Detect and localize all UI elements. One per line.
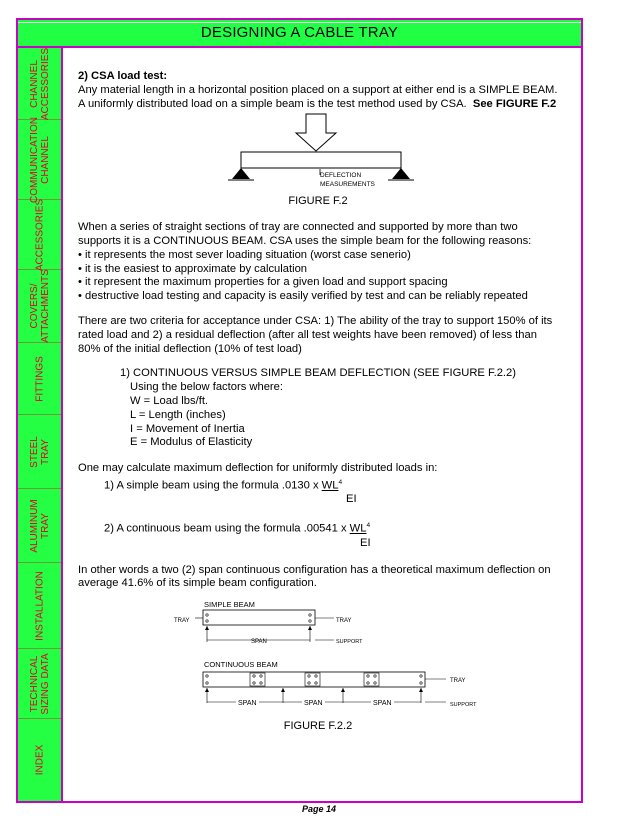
page-title: DESIGNING A CABLE TRAY — [200, 24, 399, 41]
figure-f2-caption: FIGURE F.2 — [288, 195, 348, 208]
simple-formula: 1) A simple beam using the formula .0130 x $WL^4$ — [104, 478, 343, 492]
tab-label: INSTALLATION — [34, 570, 45, 641]
bullet-item: • it represents the most sever loading situation (worst case senerio) — [78, 248, 411, 261]
csa-paragraph: Any material length in a horizontal position placed on a support at either end is a SIMPLE BEAM. A uniformly distributed load on a simple beam is the test method used by CSA. See FIGURE F.2 — [78, 83, 558, 110]
factor-item: L = Length (inches) — [130, 408, 226, 421]
span-label-3: SPAN — [371, 697, 394, 711]
criteria-paragraph: There are two criteria for acceptance under CSA: 1) The ability of the tray to support 150% of its rated load and 2) a residual deflection (after all test weights have been removed) of less than 80% of the initial deflection (10% of test load) — [78, 314, 553, 355]
simple-beam-diagram — [78, 111, 558, 191]
tab-accessories[interactable] — [18, 200, 61, 270]
figure-f2 — [78, 111, 558, 191]
header-divider — [16, 46, 583, 48]
sidebar-divider — [61, 48, 63, 803]
tab-label: COMMUNICATION CHANNEL — [28, 116, 51, 203]
factor-item: I = Movement of Inertia — [130, 422, 245, 435]
left-support-icon — [232, 168, 250, 179]
continuous-formula-denominator: EI — [360, 536, 371, 549]
tab-label: ACCESSORIES — [34, 198, 45, 271]
simple-beam-title: SIMPLE BEAM — [204, 600, 255, 610]
factor-item: W = Load lbs/ft. — [130, 394, 209, 407]
tab-fittings[interactable] — [18, 343, 61, 415]
right-support-icon — [392, 168, 410, 179]
factors-intro: Using the below factors where: — [130, 381, 283, 394]
tab-technical-sizing-data[interactable] — [18, 649, 61, 719]
deflection-heading: 1) CONTINUOUS VERSUS SIMPLE BEAM DEFLECTION (SEE FIGURE F.2.2) — [120, 367, 516, 380]
span-label-2: SPAN — [302, 697, 325, 711]
tab-steel-tray[interactable] — [18, 415, 61, 489]
tab-label: ALUMINUM TRAY — [28, 498, 51, 553]
formulas-intro: One may calculate maximum deflection for uniformly distributed loads in: — [78, 462, 438, 475]
continuous-beam-title: CONTINUOUS BEAM — [204, 660, 278, 670]
tab-label: COVERS/ ATTACHMENTS — [28, 269, 51, 343]
tab-label: CHANNEL ACCESSORIES — [28, 47, 51, 120]
tab-label: INDEX — [34, 744, 45, 776]
continuous-tray-label: TRAY — [450, 678, 466, 685]
sidebar — [18, 48, 61, 801]
simple-support-label: SUPPORT — [336, 639, 363, 646]
tab-installation[interactable] — [18, 563, 61, 649]
figure-reference: See FIGURE F.2 — [472, 97, 557, 110]
deflection-label: DEFLECTION MEASUREMENTS — [320, 172, 375, 189]
continuous-support-label: SUPPORT — [450, 702, 477, 709]
tab-communication-channel[interactable] — [18, 116, 61, 203]
simple-tray-left-label: TRAY — [174, 618, 190, 625]
beam-body — [241, 152, 401, 168]
simple-formula-denominator: EI — [346, 493, 357, 506]
figure-f22-caption: FIGURE F.2.2 — [283, 720, 353, 733]
tab-label: FITTINGS — [34, 355, 45, 402]
load-arrow-icon — [296, 114, 336, 151]
page-number: Page 14 — [301, 804, 337, 814]
section-heading: 2) CSA load test: — [78, 70, 168, 82]
bullet-item: • it is the easiest to approximate by calculation — [78, 262, 308, 275]
tab-covers-attachments[interactable] — [18, 270, 61, 343]
simple-span-label: SPAN — [249, 636, 269, 650]
main-content — [78, 70, 558, 743]
continuous-intro: When a series of straight sections of tray are connected and supported by more than two supports it is a CONTINUOUS BEAM. CSA uses the simple beam for the following reasons: — [78, 221, 532, 247]
span-label-1: SPAN — [236, 697, 259, 711]
tab-aluminum-tray[interactable] — [18, 489, 61, 563]
factor-item: E = Modulus of Elasticity — [130, 436, 253, 449]
tab-channel-accessories[interactable] — [18, 48, 61, 120]
tab-label: TECHNICAL SIZING DATA — [28, 652, 51, 715]
conclusion-paragraph: In other words a two (2) span continuous configuration has a theoretical maximum deflection on average 41.6% of its simple beam configuration. — [78, 563, 551, 590]
simple-tray-right-label: TRAY — [336, 618, 352, 625]
figure-f22 — [78, 595, 558, 743]
tab-label: STEEL TRAY — [28, 435, 51, 468]
tab-index[interactable] — [18, 719, 61, 801]
continuous-formula: 2) A continuous beam using the formula .00541 x $WL^4$ — [104, 522, 371, 535]
bullet-item: • it represent the maximum properties for a given load and support spacing — [78, 276, 448, 289]
bullet-item: • destructive load testing and capacity is easily verified by test and can be reliably repeated — [78, 290, 528, 303]
